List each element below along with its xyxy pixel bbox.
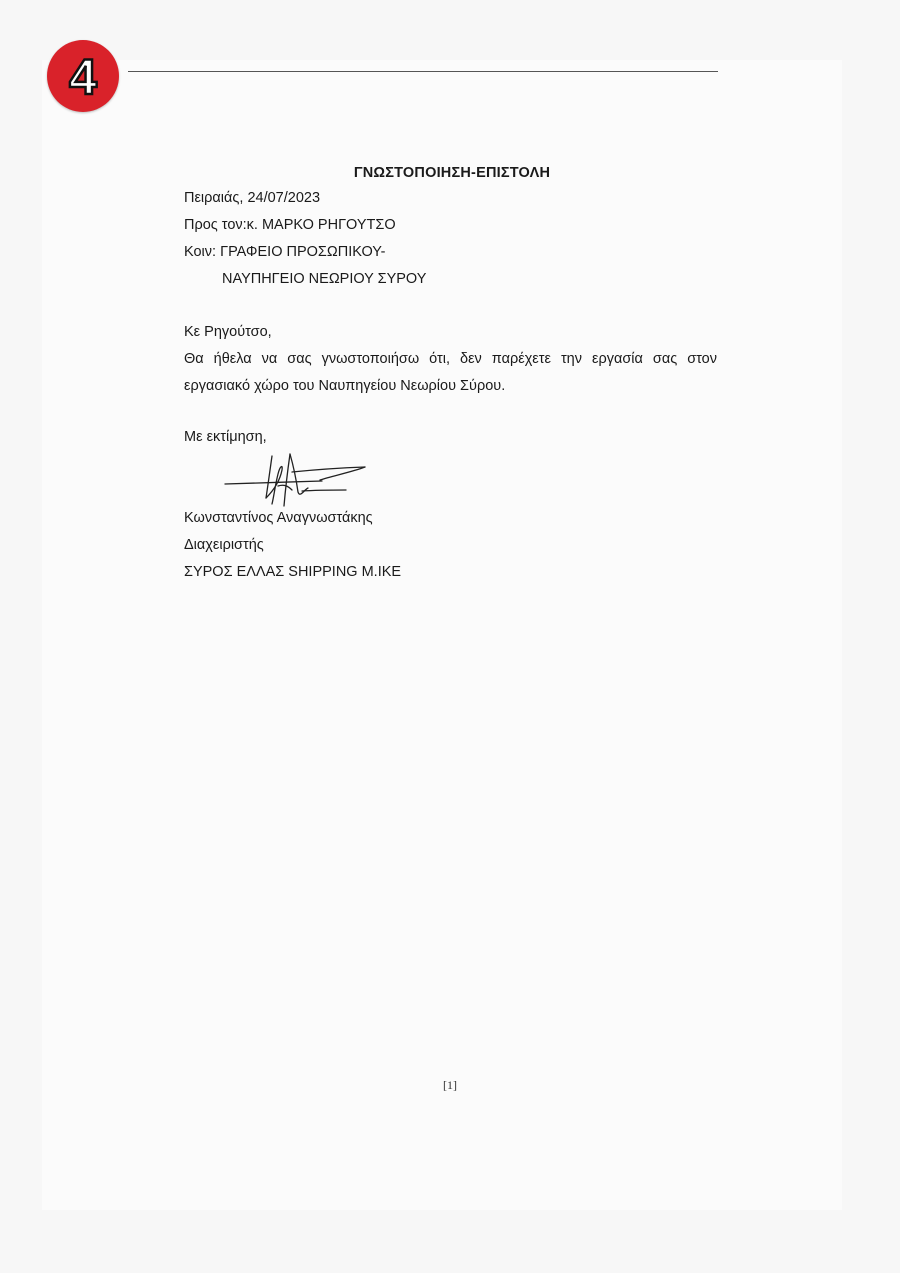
signer-role: Διαχειριστής <box>184 537 264 553</box>
signer-name: Κωνσταντίνος Αναγνωστάκης <box>184 510 373 526</box>
cc-line-1: Κοιν: ΓΡΑΦΕΙΟ ΠΡΟΣΩΠΙΚΟΥ- <box>184 244 386 260</box>
salutation: Κε Ρηγούτσο, <box>184 324 272 340</box>
badge-number: 4 <box>69 49 97 105</box>
page-number-badge <box>47 40 119 112</box>
body-line-1: Θα ήθελα να σας γνωστοποιήσω ότι, δεν παρέχετε την εργασία σας στον <box>184 351 717 367</box>
top-divider <box>128 71 718 72</box>
letter-title: ΓΝΩΣΤΟΠΟΙΗΣΗ-ΕΠΙΣΤΟΛΗ <box>353 165 551 181</box>
letter-page <box>42 60 842 1210</box>
body-line-2: εργασιακό χώρο του Ναυπηγείου Νεωρίου Σύρου. <box>184 378 506 394</box>
place-date: Πειραιάς, 24/07/2023 <box>184 190 321 206</box>
cc-line-2: ΝΑΥΠΗΓΕΙΟ ΝΕΩΡΙΟΥ ΣΥΡΟΥ <box>222 271 427 287</box>
footer-page-number: [1] <box>443 1078 457 1092</box>
handwritten-signature <box>222 450 372 510</box>
recipient: Προς τον:κ. ΜΑΡΚΟ ΡΗΓΟΥΤΣΟ <box>184 217 396 233</box>
closing: Με εκτίμηση, <box>184 429 267 445</box>
company-name: ΣΥΡΟΣ ΕΛΛΑΣ SHIPPING M.IKE <box>184 564 402 580</box>
